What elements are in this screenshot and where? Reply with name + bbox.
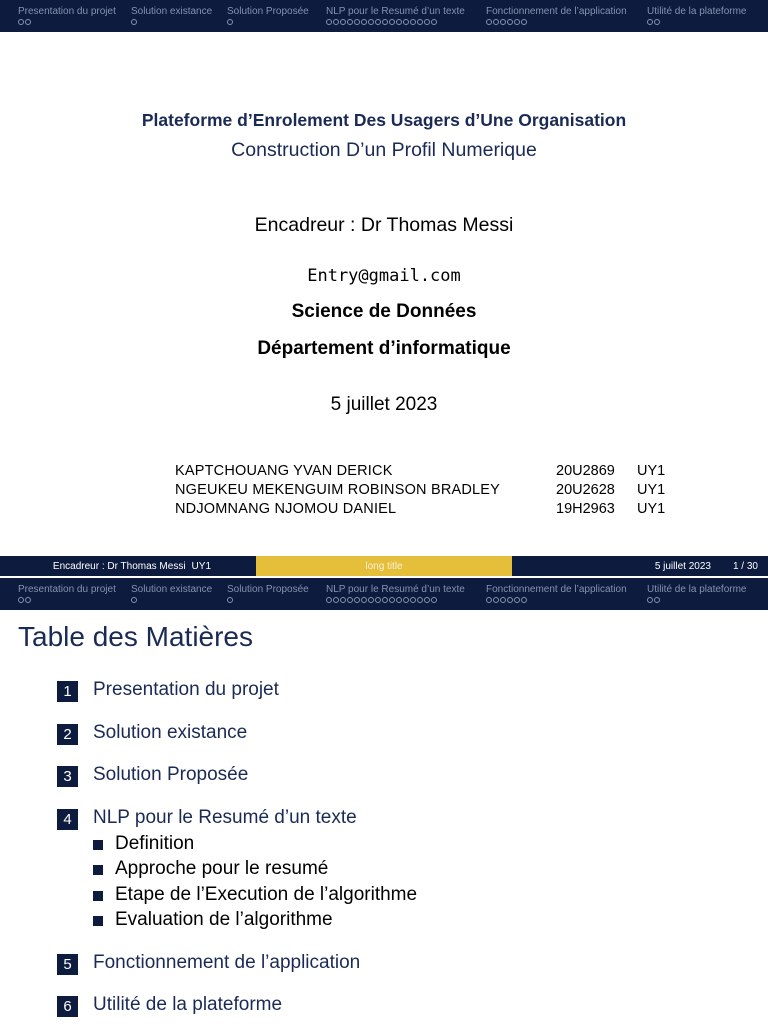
author-university: UY1 bbox=[637, 501, 666, 517]
square-bullet-icon bbox=[93, 891, 103, 901]
author-name: NGEUKEU MEKENGUIM ROBINSON BRADLEY bbox=[175, 482, 501, 498]
slide-footer bbox=[0, 556, 768, 576]
nav-dots-presentation[interactable] bbox=[18, 19, 31, 25]
footer-page-number: 1 / 30 bbox=[732, 560, 758, 572]
footer-short-title: long title bbox=[365, 560, 403, 572]
nav-dots-nlp[interactable] bbox=[326, 19, 437, 25]
nav-dots-proposed-solution[interactable] bbox=[227, 19, 233, 25]
author-university: UY1 bbox=[637, 463, 666, 479]
footer-date: 5 juillet 2023 bbox=[654, 560, 711, 572]
nav-section-presentation[interactable]: Presentation du projet bbox=[18, 584, 116, 595]
presentation-subtitle: Construction D’un Profil Numerique bbox=[231, 139, 537, 161]
author-id: 19H2963 bbox=[556, 501, 615, 517]
toc-number-badge: 2 bbox=[57, 724, 78, 745]
toc-item-label: Utilité de la plateforme bbox=[93, 994, 283, 1015]
nav-dots-app-operation[interactable] bbox=[486, 597, 527, 603]
navigation-bar bbox=[0, 578, 768, 610]
toc-title: Table des Matières bbox=[18, 621, 254, 652]
nav-dots-nlp[interactable] bbox=[326, 597, 437, 603]
nav-section-existing-solution[interactable]: Solution existance bbox=[131, 584, 213, 595]
nav-section-app-operation[interactable]: Fonctionnement de l’application bbox=[486, 584, 627, 595]
footer-author: Encadreur : Dr Thomas Messi bbox=[52, 560, 186, 572]
navigation-bar bbox=[0, 0, 768, 32]
author-row bbox=[175, 482, 675, 501]
author-id: 20U2628 bbox=[556, 482, 615, 498]
toc-slide bbox=[0, 578, 768, 1024]
author-university: UY1 bbox=[637, 482, 666, 498]
nav-section-proposed-solution[interactable]: Solution Proposée bbox=[227, 6, 309, 17]
nav-dots-existing-solution[interactable] bbox=[131, 19, 137, 25]
author-row bbox=[175, 501, 675, 520]
nav-section-platform-utility[interactable]: Utilité de la plateforme bbox=[647, 584, 747, 595]
nav-section-proposed-solution[interactable]: Solution Proposée bbox=[227, 584, 309, 595]
toc-item-label: Presentation du projet bbox=[93, 679, 279, 700]
footer-author-block bbox=[0, 556, 256, 576]
nav-dots-proposed-solution[interactable] bbox=[227, 597, 233, 603]
author-row bbox=[175, 463, 675, 482]
toc-number-badge: 6 bbox=[57, 996, 78, 1017]
author-name: NDJOMNANG NJOMOU DANIEL bbox=[175, 501, 397, 517]
field-of-study: Science de Données bbox=[291, 301, 477, 322]
nav-section-nlp[interactable]: NLP pour le Resumé d’un texte bbox=[326, 6, 465, 17]
toc-item-label: Solution existance bbox=[93, 722, 248, 743]
toc-number-badge: 3 bbox=[57, 766, 78, 787]
presentation-title: Plateforme d’Enrolement Des Usagers d’Une Organisation bbox=[141, 110, 627, 130]
author-name: KAPTCHOUANG YVAN DERICK bbox=[175, 463, 393, 479]
footer-institute: UY1 bbox=[191, 560, 211, 572]
nav-section-presentation[interactable]: Presentation du projet bbox=[18, 6, 116, 17]
nav-dots-platform-utility[interactable] bbox=[647, 597, 660, 603]
toc-item-label: Solution Proposée bbox=[93, 764, 249, 785]
toc-subitem-label: Definition bbox=[115, 833, 195, 854]
supervisor: Encadreur : Dr Thomas Messi bbox=[254, 214, 514, 236]
nav-dots-existing-solution[interactable] bbox=[131, 597, 137, 603]
nav-section-existing-solution[interactable]: Solution existance bbox=[131, 6, 213, 17]
footer-title-block bbox=[256, 556, 512, 576]
nav-section-app-operation[interactable]: Fonctionnement de l’application bbox=[486, 6, 627, 17]
toc-number-badge: 4 bbox=[57, 809, 78, 830]
contact-email: Entry@gmail.com bbox=[307, 266, 461, 286]
square-bullet-icon bbox=[93, 916, 103, 926]
nav-section-platform-utility[interactable]: Utilité de la plateforme bbox=[647, 6, 747, 17]
author-id: 20U2869 bbox=[556, 463, 615, 479]
toc-subitem-label: Etape de l’Execution de l’algorithme bbox=[115, 884, 418, 905]
toc-number-badge: 5 bbox=[57, 954, 78, 975]
toc-subitem-label: Approche pour le resumé bbox=[115, 858, 329, 879]
toc-number-badge: 1 bbox=[57, 681, 78, 702]
toc-subitem-label: Evaluation de l’algorithme bbox=[115, 909, 333, 930]
toc-item-label: NLP pour le Resumé d’un texte bbox=[93, 807, 357, 828]
presentation-date: 5 juillet 2023 bbox=[330, 394, 438, 415]
nav-section-nlp[interactable]: NLP pour le Resumé d’un texte bbox=[326, 584, 465, 595]
nav-dots-presentation[interactable] bbox=[18, 597, 31, 603]
square-bullet-icon bbox=[93, 840, 103, 850]
toc-item-label: Fonctionnement de l’application bbox=[93, 952, 361, 973]
square-bullet-icon bbox=[93, 865, 103, 875]
footer-date-block bbox=[512, 556, 768, 576]
department: Département d’informatique bbox=[257, 338, 511, 359]
nav-dots-platform-utility[interactable] bbox=[647, 19, 660, 25]
nav-dots-app-operation[interactable] bbox=[486, 19, 527, 25]
